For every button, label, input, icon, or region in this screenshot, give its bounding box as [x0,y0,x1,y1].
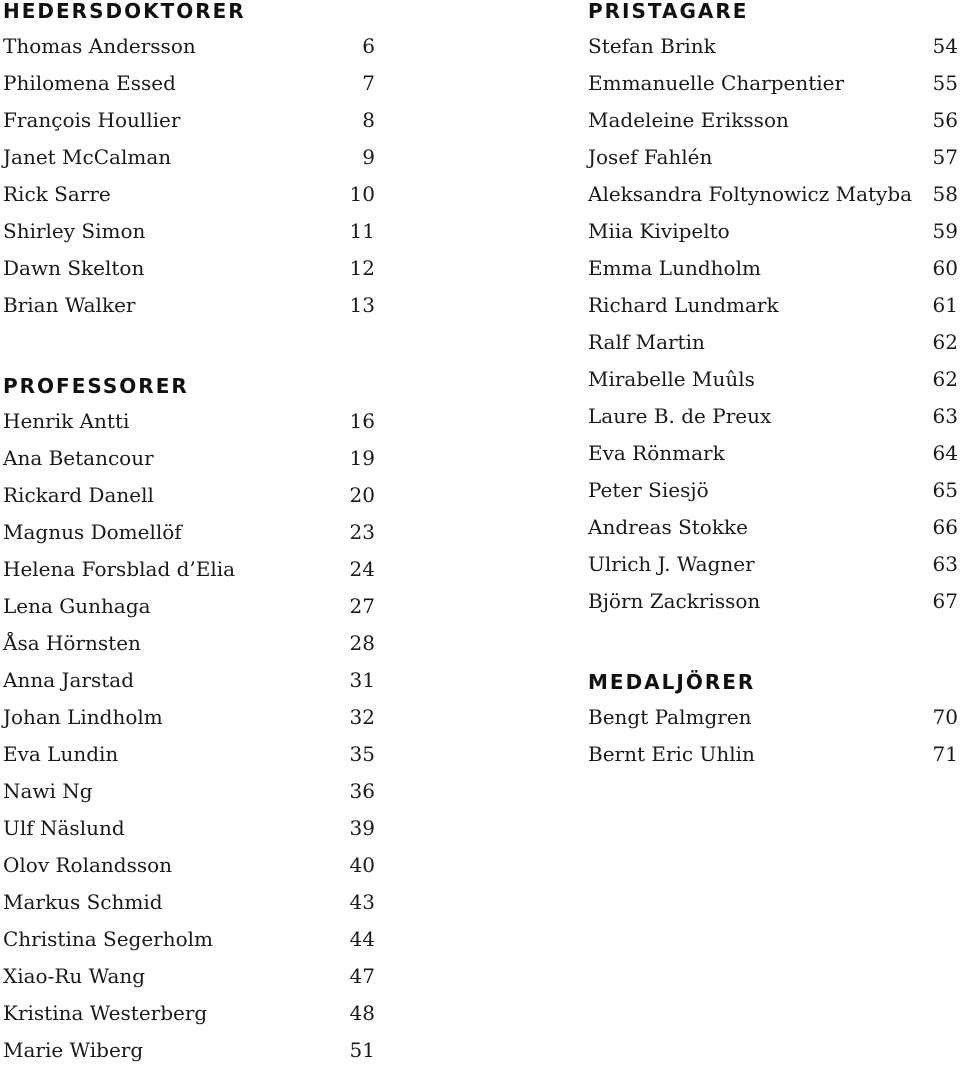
entry-name: Dawn Skelton [3,256,145,280]
entry-name: Andreas Stokke [588,515,748,539]
entry-name: Ulrich J. Wagner [588,552,755,576]
list-item [3,995,375,1032]
list-item [588,435,958,472]
list-item [3,588,375,625]
entry-page-number: 71 [932,742,958,766]
list-item [588,287,958,324]
entry-page-number: 62 [932,330,958,354]
entry-page-number: 48 [349,1001,375,1025]
entry-name: Xiao-Ru Wang [3,964,146,988]
list-item [3,514,375,551]
entry-name: Laure B. de Preux [588,404,772,428]
left-column [3,0,375,1069]
entry-page-number: 59 [932,219,958,243]
list-item [588,324,958,361]
entry-page-number: 8 [362,108,375,132]
entry-page-number: 28 [349,631,375,655]
entry-page-number: 40 [349,853,375,877]
list-item [588,699,958,736]
entry-name: Miia Kivipelto [588,219,730,243]
entry-name: Magnus Domellöf [3,520,182,544]
list-item [588,176,958,213]
list-item [3,847,375,884]
list-item [588,472,958,509]
entry-page-number: 12 [349,256,375,280]
entry-name: Mirabelle Muûls [588,367,755,391]
entry-name: Brian Walker [3,293,136,317]
section-heading: PROFESSORER [3,374,189,398]
entry-page-number: 55 [932,71,958,95]
entry-page-number: 11 [349,219,375,243]
list-item [588,736,958,773]
entry-name: François Houllier [3,108,181,132]
entry-page-number: 23 [349,520,375,544]
entry-name: Kristina Westerberg [3,1001,208,1025]
list-item [3,773,375,810]
entry-name: Aleksandra Foltynowicz Matyba [588,182,913,206]
entry-page-number: 67 [932,589,958,613]
list-item [588,139,958,176]
right-column [588,0,958,773]
entry-name: Madeleine Eriksson [588,108,789,132]
entry-name: Philomena Essed [3,71,176,95]
entry-name: Janet McCalman [3,145,172,169]
entry-page-number: 63 [932,404,958,428]
entry-name: Eva Lundin [3,742,119,766]
entry-page-number: 6 [362,34,375,58]
entry-name: Nawi Ng [3,779,93,803]
entry-name: Ulf Näslund [3,816,125,840]
entry-name: Richard Lundmark [588,293,779,317]
entry-page-number: 32 [349,705,375,729]
entry-page-number: 44 [349,927,375,951]
entry-page-number: 9 [362,145,375,169]
list-item [3,213,375,250]
entry-list [588,699,958,773]
entry-page-number: 19 [349,446,375,470]
entry-name: Emma Lundholm [588,256,761,280]
entry-name: Markus Schmid [3,890,163,914]
entry-page-number: 39 [349,816,375,840]
section-heading: MEDALJÖRER [588,670,756,694]
entry-page-number: 51 [349,1038,375,1062]
list-item [588,546,958,583]
entry-page-number: 13 [349,293,375,317]
list-item [588,583,958,620]
entry-page-number: 60 [932,256,958,280]
entry-page-number: 20 [349,483,375,507]
entry-name: Thomas Andersson [3,34,196,58]
section-heading: HEDERSDOKTORER [3,0,246,23]
list-item [3,440,375,477]
list-item [588,398,958,435]
section-spacer [588,620,958,671]
list-item [588,213,958,250]
entry-page-number: 16 [349,409,375,433]
entry-name: Peter Siesjö [588,478,709,502]
entry-page-number: 66 [932,515,958,539]
entry-name: Bengt Palmgren [588,705,752,729]
entry-name: Eva Rönmark [588,441,725,465]
entry-list [3,403,375,1069]
entry-name: Olov Rolandsson [3,853,173,877]
entry-page-number: 47 [349,964,375,988]
entry-name: Åsa Hörnsten [3,631,141,655]
entry-name: Christina Segerholm [3,927,214,951]
list-item [3,139,375,176]
entry-name: Emmanuelle Charpentier [588,71,845,95]
entry-list [3,28,375,324]
entry-name: Josef Fahlén [588,145,713,169]
entry-page-number: 31 [349,668,375,692]
list-item [3,250,375,287]
list-item [3,551,375,588]
entry-page-number: 61 [932,293,958,317]
entry-page-number: 35 [349,742,375,766]
entry-page-number: 65 [932,478,958,502]
entry-name: Shirley Simon [3,219,146,243]
list-item [3,958,375,995]
entry-page-number: 64 [932,441,958,465]
entry-page-number: 56 [932,108,958,132]
list-item [3,921,375,958]
entry-name: Lena Gunhaga [3,594,151,618]
list-item [3,65,375,102]
list-item [3,699,375,736]
list-item [3,477,375,514]
list-item [3,736,375,773]
list-item [3,28,375,65]
list-item [3,884,375,921]
list-item [588,65,958,102]
entry-page-number: 63 [932,552,958,576]
entry-page-number: 58 [932,182,958,206]
section-spacer [3,324,375,375]
list-item [588,361,958,398]
list-item [3,810,375,847]
entry-name: Bernt Eric Uhlin [588,742,755,766]
list-item [3,102,375,139]
entry-name: Rickard Danell [3,483,154,507]
entry-name: Ana Betancour [3,446,154,470]
section-hedersdoktorer [3,0,375,324]
entry-name: Marie Wiberg [3,1038,144,1062]
entry-name: Ralf Martin [588,330,705,354]
section-pristagare [588,0,958,620]
entry-list [588,28,958,620]
entry-page-number: 57 [932,145,958,169]
section-heading: PRISTAGARE [588,0,749,23]
entry-page-number: 43 [349,890,375,914]
entry-page-number: 70 [932,705,958,729]
list-item [588,28,958,65]
list-item [3,662,375,699]
list-item [3,625,375,662]
entry-name: Henrik Antti [3,409,130,433]
entry-name: Stefan Brink [588,34,716,58]
entry-page-number: 36 [349,779,375,803]
section-professorer [3,375,375,1069]
entry-name: Johan Lindholm [3,705,163,729]
list-item [3,1032,375,1069]
entry-page-number: 10 [349,182,375,206]
entry-page-number: 54 [932,34,958,58]
list-item [588,509,958,546]
list-item [3,287,375,324]
entry-name: Björn Zackrisson [588,589,761,613]
entry-name: Helena Forsblad d’Elia [3,557,236,581]
entry-page-number: 7 [362,71,375,95]
entry-name: Anna Jarstad [3,668,135,692]
entry-name: Rick Sarre [3,182,111,206]
entry-page-number: 24 [349,557,375,581]
entry-page-number: 27 [349,594,375,618]
list-item [588,102,958,139]
list-item [3,176,375,213]
section-medaljorer [588,671,958,773]
entry-page-number: 62 [932,367,958,391]
list-item [3,403,375,440]
list-item [588,250,958,287]
